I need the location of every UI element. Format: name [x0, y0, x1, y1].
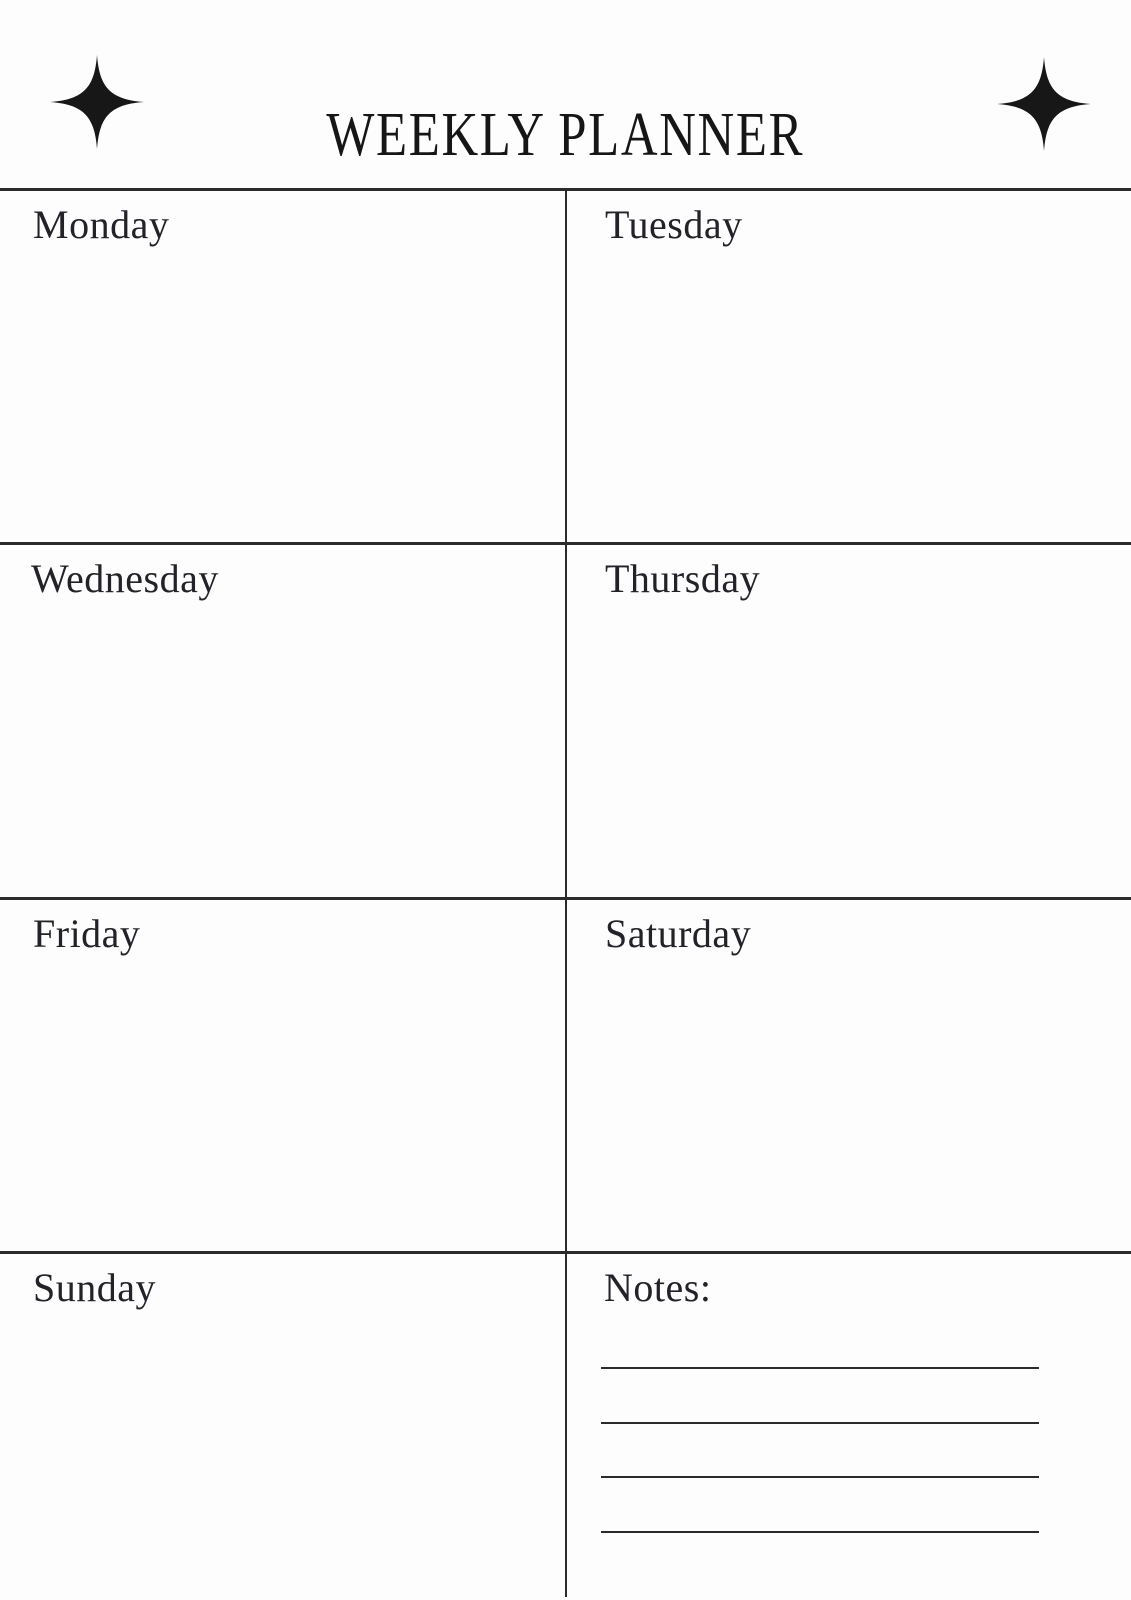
- day-label-monday: Monday: [33, 202, 170, 247]
- day-label-sunday: Sunday: [33, 1265, 156, 1310]
- page-title: WEEKLY PLANNER: [326, 100, 805, 169]
- day-label-thursday: Thursday: [605, 556, 761, 601]
- notes-ruled-line: [601, 1476, 1039, 1478]
- notes-ruled-line: [601, 1367, 1039, 1369]
- notes-ruled-line: [601, 1531, 1039, 1533]
- day-label-friday: Friday: [33, 911, 141, 956]
- day-label-saturday: Saturday: [605, 911, 752, 956]
- day-label-wednesday: Wednesday: [31, 556, 219, 601]
- notes-label: Notes:: [604, 1265, 712, 1310]
- day-label-tuesday: Tuesday: [605, 202, 743, 247]
- notes-ruled-line: [601, 1422, 1039, 1424]
- sparkle-icon: [997, 51, 1091, 157]
